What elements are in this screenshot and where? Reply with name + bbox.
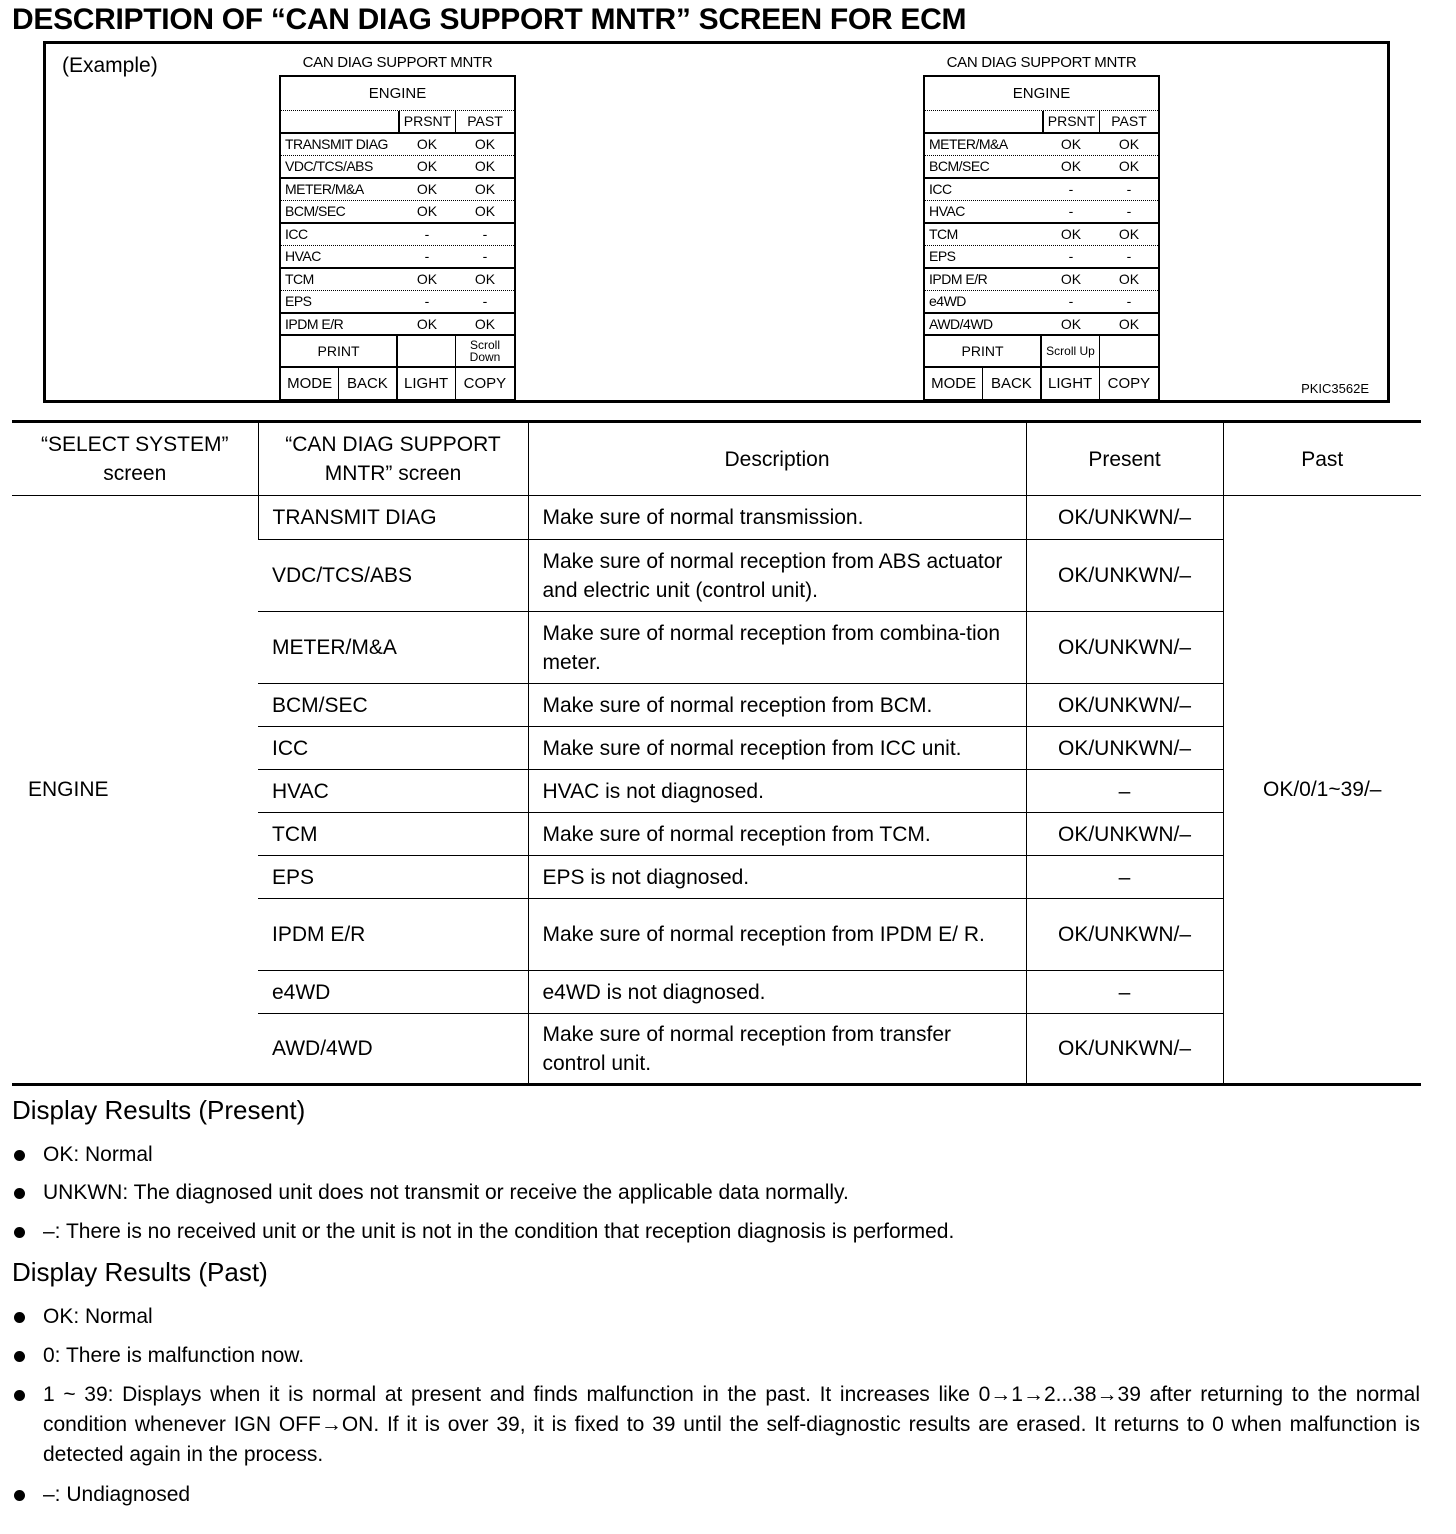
consult-screen-example	[279, 54, 516, 401]
present-cell: –	[1026, 770, 1223, 813]
past-results-heading: Display Results (Past)	[12, 1257, 268, 1287]
screen-frame	[279, 75, 516, 401]
bullet-item	[12, 1341, 1420, 1371]
monitor-row	[925, 291, 1158, 314]
description-cell: EPS is not diagnosed.	[528, 856, 1026, 899]
blank-button[interactable]	[398, 336, 456, 366]
blank-button[interactable]	[1100, 336, 1158, 366]
copy-button[interactable]: COPY	[463, 375, 507, 392]
unit-cell: IPDM E/R	[258, 899, 528, 971]
past-header: PAST	[467, 113, 503, 129]
description-cell: Make sure of normal transmission.	[528, 496, 1026, 540]
past-value: -	[482, 248, 488, 265]
screen-title: CAN DIAG SUPPORT MNTR	[302, 54, 493, 71]
button-row	[925, 368, 1158, 399]
bullet-icon	[14, 1188, 25, 1199]
description-cell: Make sure of normal reception from BCM.	[528, 684, 1026, 727]
monitor-row	[925, 246, 1158, 269]
column-header: “SELECT SYSTEM” screen	[12, 422, 258, 496]
unit-cell: VDC/TCS/ABS	[258, 540, 528, 612]
bullet-text: 0: There is malfunction now.	[43, 1344, 305, 1367]
bullet-text: OK: Normal	[43, 1143, 153, 1166]
unit-name: IPDM E/R	[929, 271, 988, 288]
present-cell: OK/UNKWN/–	[1026, 496, 1223, 540]
present-value: OK	[416, 158, 438, 175]
print-button[interactable]: PRINT	[281, 336, 398, 366]
scroll-up-button[interactable]: Scroll Up	[1042, 336, 1100, 366]
past-value: OK	[474, 203, 496, 220]
present-cell: –	[1026, 856, 1223, 899]
unit-name: TCM	[929, 226, 958, 243]
monitor-row	[281, 224, 514, 247]
past-value: OK	[1118, 136, 1140, 153]
monitor-row	[281, 179, 514, 202]
bullet-item	[12, 1302, 1420, 1332]
unit-cell: TRANSMIT DIAG	[258, 496, 528, 540]
unit-name: EPS	[929, 248, 956, 265]
mode-button[interactable]: MODE	[281, 368, 339, 399]
system-name: ENGINE	[1012, 85, 1071, 102]
past-value: OK	[474, 181, 496, 198]
example-figure	[43, 41, 1390, 403]
past-value: -	[482, 293, 488, 310]
unit-cell: AWD/4WD	[258, 1014, 528, 1085]
description-cell: Make sure of normal reception from IPDM E/ R.	[528, 899, 1026, 971]
present-results-heading: Display Results (Present)	[12, 1095, 306, 1125]
bullet-text: OK: Normal	[43, 1305, 153, 1328]
present-cell: –	[1026, 971, 1223, 1014]
monitor-row	[925, 269, 1158, 292]
monitor-row	[925, 156, 1158, 179]
example-label: (Example)	[62, 54, 158, 77]
monitor-row	[281, 291, 514, 314]
monitor-row	[925, 201, 1158, 224]
bullet-text: –: Undiagnosed	[43, 1483, 191, 1506]
description-cell: e4WD is not diagnosed.	[528, 971, 1026, 1014]
bullet-icon	[14, 1150, 25, 1161]
present-value: -	[1068, 293, 1074, 310]
present-cell: OK/UNKWN/–	[1026, 813, 1223, 856]
monitor-row	[281, 201, 514, 224]
past-value: OK	[1118, 315, 1140, 332]
bullet-icon	[14, 1390, 25, 1401]
bullet-icon	[14, 1351, 25, 1362]
description-cell: Make sure of normal reception from transfer control unit.	[528, 1014, 1026, 1085]
present-value: OK	[416, 181, 438, 198]
past-value: OK	[474, 136, 496, 153]
bullet-item	[12, 1178, 1420, 1208]
present-cell: OK/UNKWN/–	[1026, 612, 1223, 684]
bullet-item	[12, 1380, 1420, 1470]
present-value: OK	[1060, 136, 1082, 153]
bullet-item	[12, 1480, 1420, 1510]
table-row	[12, 496, 1421, 540]
bullet-text: 1 ~ 39: Displays when it is normal at present and finds malfunction in the past. It increases like 0→1→2...38→39 after returning to the normal condition whenever IGN OFF→ON. If it is over 39, it is fixed to 39 until the self-diagnostic results are erased. It returns to 0 when malfunction is detected again in the process.	[43, 1383, 1420, 1466]
monitor-row	[281, 269, 514, 292]
light-button[interactable]: LIGHT	[1042, 368, 1100, 399]
column-header-row	[925, 111, 1158, 134]
back-button[interactable]: BACK	[983, 368, 1041, 399]
unit-name: HVAC	[285, 248, 321, 265]
present-value: -	[424, 248, 430, 265]
monitor-row	[925, 134, 1158, 157]
bullet-icon	[14, 1312, 25, 1323]
past-value: -	[1126, 248, 1132, 265]
description-cell: HVAC is not diagnosed.	[528, 770, 1026, 813]
past-value: OK	[1118, 226, 1140, 243]
description-cell: Make sure of normal reception from ICC unit.	[528, 727, 1026, 770]
present-value: OK	[1060, 226, 1082, 243]
past-value: OK	[474, 271, 496, 288]
past-header: PAST	[1111, 113, 1147, 129]
mode-button[interactable]: MODE	[925, 368, 983, 399]
past-value: -	[1126, 293, 1132, 310]
bullet-item	[12, 1217, 1420, 1247]
present-value: -	[424, 293, 430, 310]
unit-cell: BCM/SEC	[258, 684, 528, 727]
present-value: -	[1068, 203, 1074, 220]
past-value: OK	[474, 315, 496, 332]
unit-name: BCM/SEC	[929, 158, 990, 175]
unit-name: TRANSMIT DIAG	[285, 136, 388, 153]
past-value: -	[1126, 203, 1132, 220]
unit-name: ICC	[929, 181, 952, 198]
unit-name: e4WD	[929, 293, 966, 310]
unit-cell: EPS	[258, 856, 528, 899]
print-button[interactable]: PRINT	[925, 336, 1042, 366]
present-cell: OK/UNKWN/–	[1026, 540, 1223, 612]
present-value: OK	[1060, 158, 1082, 175]
unit-name: TCM	[285, 271, 314, 288]
unit-cell: e4WD	[258, 971, 528, 1014]
figure-id: PKIC3562E	[1301, 381, 1369, 396]
unit-cell: TCM	[258, 813, 528, 856]
bullet-icon	[14, 1227, 25, 1238]
present-value: -	[1068, 181, 1074, 198]
unit-name: METER/M&A	[929, 136, 1008, 153]
unit-name: IPDM E/R	[285, 315, 344, 332]
screen-title: CAN DIAG SUPPORT MNTR	[946, 54, 1137, 71]
unit-name: VDC/TCS/ABS	[285, 158, 373, 175]
monitor-row	[281, 134, 514, 157]
present-value: -	[1068, 248, 1074, 265]
description-cell: Make sure of normal reception from TCM.	[528, 813, 1026, 856]
monitor-row	[281, 156, 514, 179]
system-name-row	[925, 77, 1158, 111]
column-header: “CAN DIAG SUPPORT MNTR” screen	[258, 422, 528, 496]
unit-name: ICC	[285, 226, 308, 243]
unit-name: METER/M&A	[285, 181, 364, 198]
description-cell: Make sure of normal reception from combina-tion meter.	[528, 612, 1026, 684]
description-cell: Make sure of normal reception from ABS actuator and electric unit (control unit).	[528, 540, 1026, 612]
column-header-row	[281, 111, 514, 134]
page-title: DESCRIPTION OF “CAN DIAG SUPPORT MNTR” SCREEN FOR ECM	[12, 3, 967, 36]
present-cell: OK/UNKWN/–	[1026, 684, 1223, 727]
table-header-row	[12, 422, 1421, 496]
monitor-row	[925, 179, 1158, 202]
present-cell: OK/UNKWN/–	[1026, 1014, 1223, 1085]
past-value: -	[482, 226, 488, 243]
unit-name: EPS	[285, 293, 312, 310]
screen-frame	[923, 75, 1160, 401]
past-value: -	[1126, 181, 1132, 198]
past-value: OK	[474, 158, 496, 175]
system-name: ENGINE	[368, 85, 427, 102]
present-value: OK	[1060, 271, 1082, 288]
bullet-item	[12, 1140, 1420, 1170]
system-name-row	[281, 77, 514, 111]
system-cell: ENGINE	[28, 778, 109, 801]
print-row	[925, 336, 1158, 368]
bullet-icon	[14, 1490, 25, 1501]
can-diag-table	[12, 420, 1421, 1086]
present-value: OK	[1060, 315, 1082, 332]
unit-name: HVAC	[929, 203, 965, 220]
light-button[interactable]: LIGHT	[398, 368, 456, 399]
unit-name: BCM/SEC	[285, 203, 346, 220]
past-value: OK	[1118, 158, 1140, 175]
scroll-down-button[interactable]: Scroll Down	[469, 338, 501, 364]
present-value: OK	[416, 315, 438, 332]
copy-button[interactable]: COPY	[1107, 375, 1151, 392]
present-header: PRSNT	[398, 111, 456, 132]
present-value: OK	[416, 136, 438, 153]
unit-cell: HVAC	[258, 770, 528, 813]
past-cell: OK/0/1~39/–	[1223, 496, 1421, 1085]
back-button[interactable]: BACK	[339, 368, 397, 399]
present-header: PRSNT	[1042, 111, 1100, 132]
monitor-row	[281, 246, 514, 269]
monitor-row	[281, 314, 514, 337]
present-value: OK	[416, 271, 438, 288]
column-header: Past	[1223, 422, 1421, 496]
unit-cell: METER/M&A	[258, 612, 528, 684]
monitor-row	[925, 314, 1158, 337]
present-cell: OK/UNKWN/–	[1026, 899, 1223, 971]
past-value: OK	[1118, 271, 1140, 288]
present-value: -	[424, 226, 430, 243]
print-row	[281, 336, 514, 368]
bullet-text: UNKWN: The diagnosed unit does not transmit or receive the applicable data normally.	[43, 1181, 849, 1204]
column-header: Description	[528, 422, 1026, 496]
consult-screen-example	[923, 54, 1160, 401]
unit-cell: ICC	[258, 727, 528, 770]
monitor-row	[925, 224, 1158, 247]
bullet-text: –: There is no received unit or the unit is not in the condition that reception diagnosis is performed.	[43, 1220, 955, 1243]
present-value: OK	[416, 203, 438, 220]
column-header: Present	[1026, 422, 1223, 496]
unit-name: AWD/4WD	[929, 315, 993, 332]
present-cell: OK/UNKWN/–	[1026, 727, 1223, 770]
button-row	[281, 368, 514, 399]
